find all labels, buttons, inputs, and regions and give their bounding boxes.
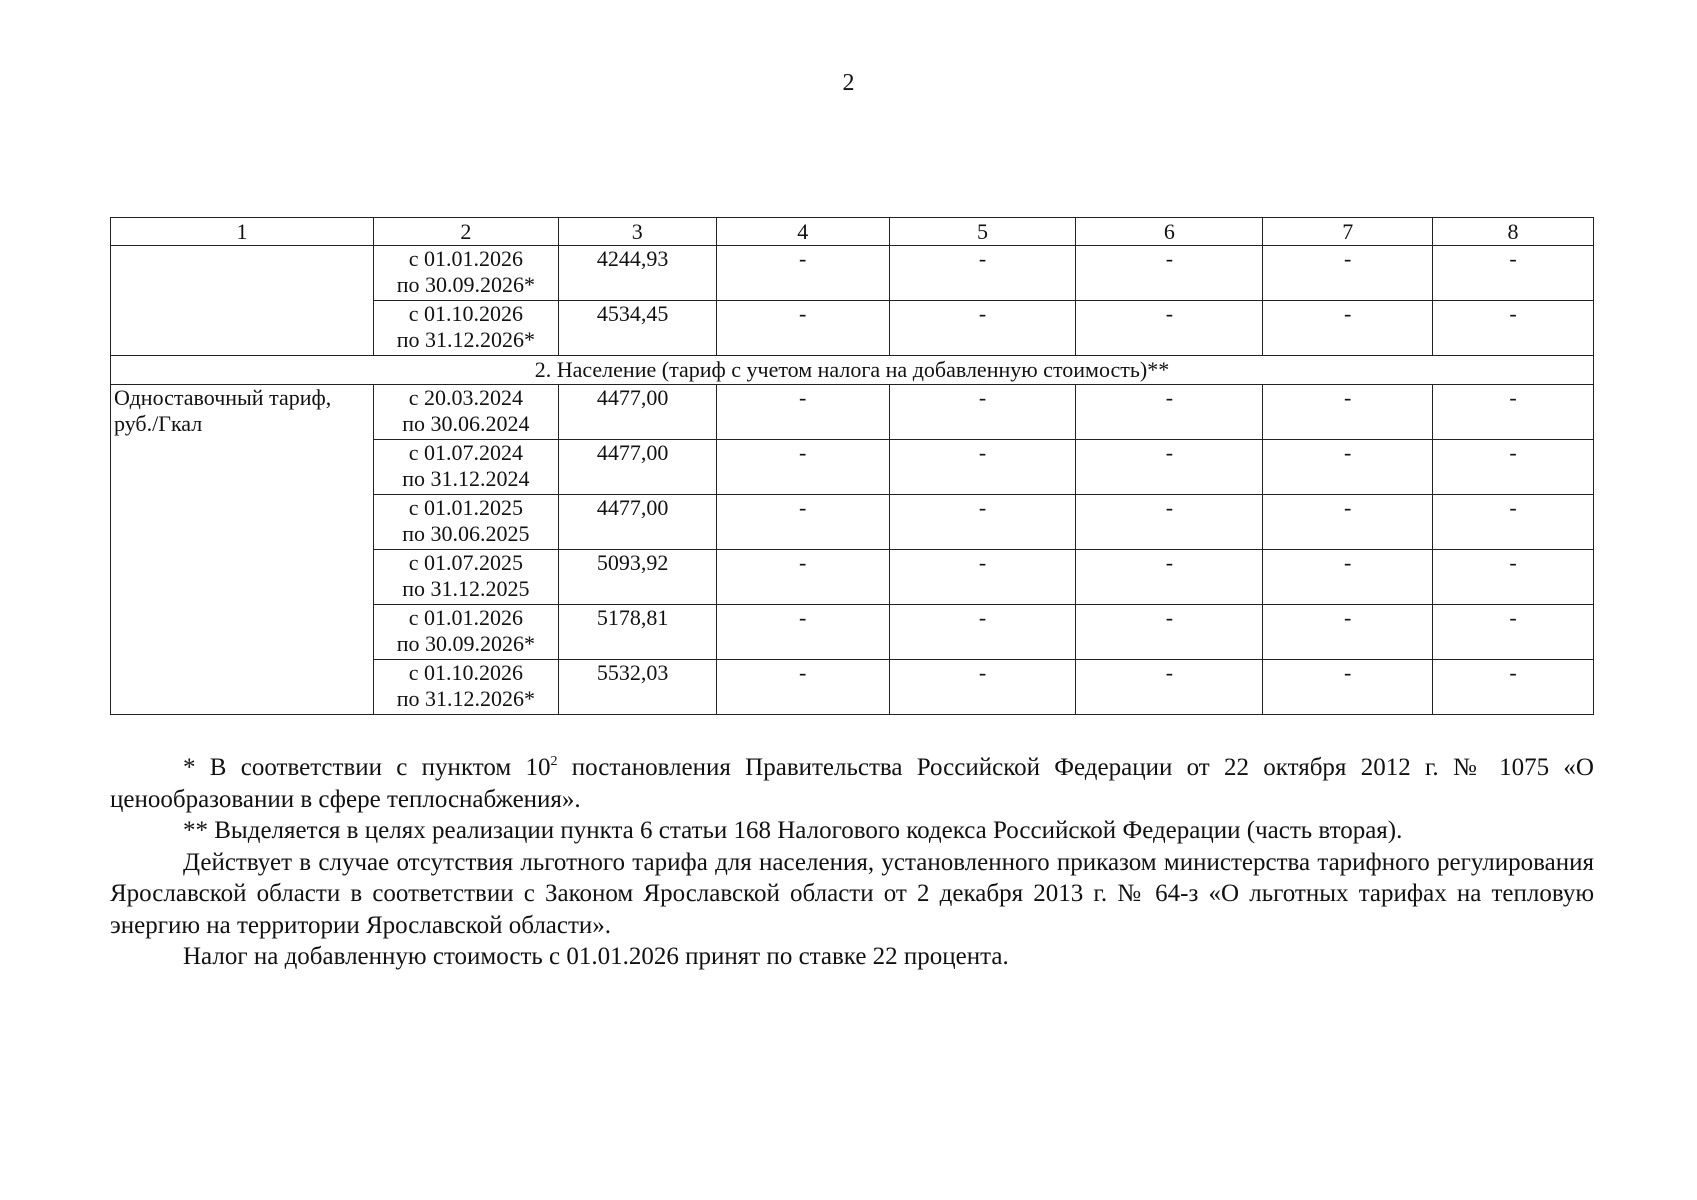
tariff-name: Одноставочный тариф, руб./Гкал <box>111 385 374 715</box>
dash-cell: - <box>889 301 1076 356</box>
dash-cell: - <box>1433 660 1594 715</box>
table-row <box>111 385 1594 440</box>
dash-cell: - <box>1076 440 1263 495</box>
dash-cell: - <box>716 440 889 495</box>
column-header: 7 <box>1263 218 1433 246</box>
footnote-2: ** Выделяется в целях реализации пункта 6 статьи 168 Налогового кодекса Российской Федерации (часть вторая). <box>183 817 1403 844</box>
dash-cell: - <box>1076 660 1263 715</box>
dash-cell: - <box>716 495 889 550</box>
period-cell: с 01.01.2026 по 30.09.2026* <box>373 605 558 660</box>
period-cell: с 01.07.2024 по 31.12.2024 <box>373 440 558 495</box>
tariff-value: 5532,03 <box>558 660 716 715</box>
name-cell-empty <box>111 246 374 356</box>
section-row <box>111 356 1594 385</box>
dash-cell: - <box>1263 660 1433 715</box>
column-header: 3 <box>558 218 716 246</box>
period-cell: с 01.07.2025 по 31.12.2025 <box>373 550 558 605</box>
dash-cell: - <box>1433 301 1594 356</box>
column-header: 5 <box>889 218 1076 246</box>
dash-cell: - <box>1263 301 1433 356</box>
table-header-row <box>111 218 1594 246</box>
tariff-value: 4477,00 <box>558 385 716 440</box>
dash-cell: - <box>1076 550 1263 605</box>
dash-cell: - <box>1263 550 1433 605</box>
footnote-4: Налог на добавленную стоимость с 01.01.2026 принят по ставке 22 процента. <box>183 943 1009 970</box>
period-cell: с 20.03.2024 по 30.06.2024 <box>373 385 558 440</box>
tariff-table <box>110 217 1594 715</box>
table-row <box>111 246 1594 301</box>
tariff-value: 5178,81 <box>558 605 716 660</box>
dash-cell: - <box>1076 246 1263 301</box>
dash-cell: - <box>889 605 1076 660</box>
period-cell: с 01.10.2026 по 31.12.2026* <box>373 660 558 715</box>
tariff-value: 5093,92 <box>558 550 716 605</box>
dash-cell: - <box>1433 246 1594 301</box>
dash-cell: - <box>889 246 1076 301</box>
dash-cell: - <box>1433 440 1594 495</box>
column-header: 8 <box>1433 218 1594 246</box>
footnotes <box>110 752 1594 973</box>
tariff-value: 4477,00 <box>558 495 716 550</box>
dash-cell: - <box>716 605 889 660</box>
page-number: 2 <box>842 70 855 96</box>
dash-cell: - <box>1433 385 1594 440</box>
column-header: 6 <box>1076 218 1263 246</box>
dash-cell: - <box>1433 495 1594 550</box>
dash-cell: - <box>716 385 889 440</box>
column-header: 4 <box>716 218 889 246</box>
dash-cell: - <box>1263 385 1433 440</box>
tariff-value: 4534,45 <box>558 301 716 356</box>
column-header: 1 <box>111 218 374 246</box>
column-header: 2 <box>373 218 558 246</box>
tariff-value: 4244,93 <box>558 246 716 301</box>
dash-cell: - <box>716 660 889 715</box>
footnote-1: * В соответствии с пунктом $10^2$ постановления Правительства Российской Федерации от 22 октября 2012 г. № 1075 «О ценообразовании в сфере теплоснабжения». <box>110 754 1594 813</box>
section-title: 2. Население (тариф с учетом налога на добавленную стоимость)** <box>111 356 1594 385</box>
dash-cell: - <box>1263 495 1433 550</box>
dash-cell: - <box>1433 605 1594 660</box>
dash-cell: - <box>1433 550 1594 605</box>
tariff-value: 4477,00 <box>558 440 716 495</box>
dash-cell: - <box>1076 301 1263 356</box>
dash-cell: - <box>716 301 889 356</box>
footnote-3: Действует в случае отсутствия льготного тарифа для населения, установленного приказом министерства тарифного регулирования Ярославской области в соответствии с Законом Ярославской области от 2 декабря 2013 г. № 64-з «О льготных тарифах на тепловую энергию на территории Ярославской области». <box>110 848 1594 939</box>
dash-cell: - <box>889 550 1076 605</box>
dash-cell: - <box>889 440 1076 495</box>
period-cell: с 01.10.2026 по 31.12.2026* <box>373 301 558 356</box>
dash-cell: - <box>889 495 1076 550</box>
dash-cell: - <box>1263 246 1433 301</box>
period-cell: с 01.01.2026 по 30.09.2026* <box>373 246 558 301</box>
dash-cell: - <box>889 385 1076 440</box>
period-cell: с 01.01.2025 по 30.06.2025 <box>373 495 558 550</box>
dash-cell: - <box>889 660 1076 715</box>
dash-cell: - <box>1076 605 1263 660</box>
dash-cell: - <box>716 246 889 301</box>
dash-cell: - <box>1076 495 1263 550</box>
dash-cell: - <box>1263 605 1433 660</box>
dash-cell: - <box>1263 440 1433 495</box>
dash-cell: - <box>716 550 889 605</box>
dash-cell: - <box>1076 385 1263 440</box>
